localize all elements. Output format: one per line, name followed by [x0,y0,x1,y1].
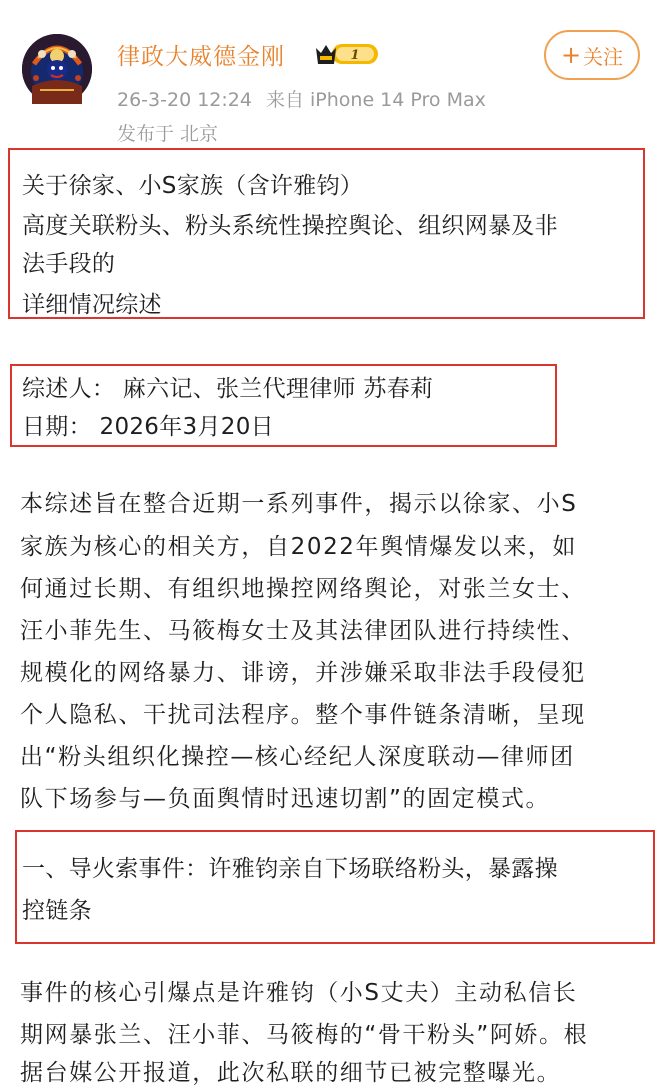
post-source: 来自 iPhone 14 Pro Max [265,89,486,111]
title-line: 详细情况综述 [22,292,162,318]
paragraph-line: 规模化的网络暴力、诽谤，并涉嫌采取非法手段侵犯 [20,660,586,686]
title-line: 高度关联粉头、粉头系统性操控舆论、组织网暴及非 [22,213,558,239]
date-line: 日期： 2026年3月20日 [22,414,274,440]
paragraph-line: 家族为核心的相关方，自2022年舆情爆发以来，如 [20,534,577,560]
author-name[interactable]: 律政大威德金刚 [117,44,285,70]
post-location: 发布于 北京 [117,123,219,145]
vip-badge-icon[interactable] [314,40,380,68]
section-heading-line: 控链条 [22,898,92,924]
paragraph-line: 本综述旨在整合近期一系列事件，揭示以徐家、小S [20,491,578,517]
title-line: 关于徐家、小S家族（含许雅钧） [22,173,364,199]
section-heading-line: 一、导火索事件：许雅钧亲自下场联络粉头，暴露操 [22,856,558,882]
post-header [0,0,660,148]
follow-button[interactable] [544,30,640,80]
paragraph-line: 出“粉头组织化操控—核心经纪人深度联动—律师团 [20,744,575,770]
author-line: 综述人： 麻六记、张兰代理律师 苏春莉 [22,376,434,402]
follow-label: 关注 [583,44,624,69]
paragraph-line: 何通过长期、有组织地操控网络舆论，对张兰女士、 [20,576,586,602]
paragraph-line: 队下场参与—负面舆情时迅速切割”的固定模式。 [20,786,551,812]
post-meta [117,85,486,112]
paragraph-line: 个人隐私、干扰司法程序。整个事件链条清晰，呈现 [20,702,586,728]
title-line: 法手段的 [22,251,116,277]
paragraph-line: 事件的核心引爆点是许雅钧（小S丈夫）主动私信长 [20,980,578,1006]
section-highlight-box [15,830,655,944]
vip-level: 1 [350,48,360,63]
avatar-image-icon [22,34,92,104]
post-time: 26-3-20 12:24 [117,89,252,111]
paragraph-line: 据台媒公开报道，此次私联的细节已被完整曝光。 [20,1060,562,1086]
plus-icon: + [560,41,582,69]
paragraph-line: 期网暴张兰、汪小菲、马筱梅的“骨干粉头”阿娇。根 [20,1022,589,1048]
paragraph-line: 汪小菲先生、马筱梅女士及其法律团队进行持续性、 [20,618,586,644]
avatar[interactable] [22,34,92,104]
